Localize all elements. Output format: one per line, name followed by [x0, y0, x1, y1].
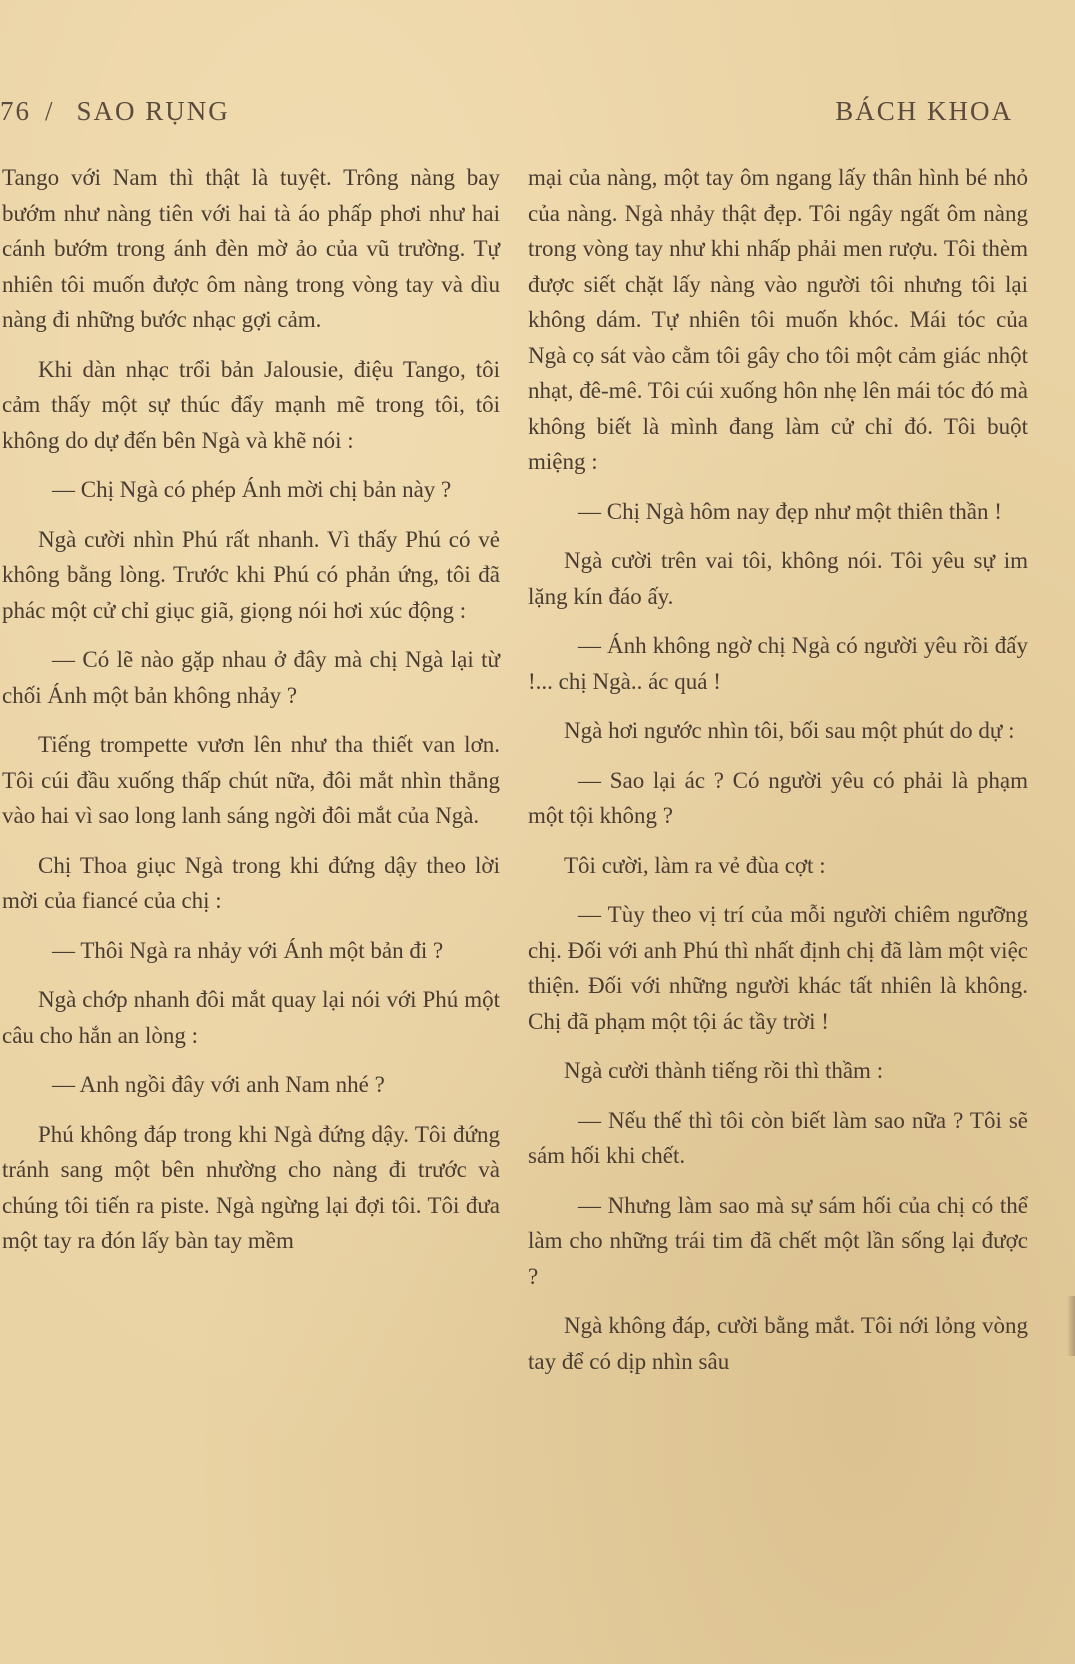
body-paragraph: Ngà cười nhìn Phú rất nhanh. Vì thấy Phú có vẻ không bằng lòng. Trước khi Phú có phản ứng, tôi đã phác một cử chỉ giục giã, giọng nói hơi xúc động : [2, 526, 500, 623]
body-paragraph: Tôi cười, làm ra vẻ đùa cợt : [564, 852, 826, 878]
body-paragraph: Ngà cười thành tiếng rồi thì thầm : [564, 1058, 884, 1083]
dialogue-paragraph: — Sao lại ác ? Có người yêu có phải là phạm một tội không ? [528, 767, 1028, 828]
dialogue-paragraph: — Chị Ngà hôm nay đẹp như một thiên thần ! [578, 498, 1002, 524]
page-header [0, 96, 1075, 136]
dialogue-paragraph: — Ánh không ngờ chị Ngà có người yêu rồi đấy !... chị Ngà.. ác quá ! [528, 633, 1028, 694]
body-paragraph: Chị Thoa giục Ngà trong khi đứng dậy theo lời mời của fiancé của chị : [2, 852, 500, 913]
dialogue-paragraph: — Có lẽ nào gặp nhau ở đây mà chị Ngà lại từ chối Ánh một bản không nhảy ? [2, 647, 500, 708]
body-paragraph: Ngà chớp nhanh đôi mắt quay lại nói với Phú một câu cho hắn an lòng : [2, 987, 500, 1048]
body-paragraph: mại của nàng, một tay ôm ngang lấy thân hình bé nhỏ của nàng. Ngà nhảy thật đẹp. Tôi ngây ngất ôm nàng trong vòng tay như khi nhấp phải men rượu. Tôi thèm được siết chặt lấy nàng vào người tôi nhưng tôi lại không dám. Tự nhiên tôi muốn khóc. Mái tóc của Ngà cọ sát vào cằm tôi gây cho tôi một cảm giác nhột nhạt, đê-mê. Tôi cúi xuống hôn nhẹ lên mái tóc đó mà không biết là mình đang làm cử chỉ đó. Tôi buột miệng : [528, 165, 1028, 474]
section-title: SAO RỤNG [76, 96, 230, 126]
page-number: 76 [0, 96, 31, 126]
dialogue-paragraph: — Nhưng làm sao mà sự sám hối của chị có thể làm cho những trái tim đã chết một lần sống lại được ? [528, 1192, 1028, 1289]
dialogue-paragraph: — Nếu thế thì tôi còn biết làm sao nữa ? Tôi sẽ sám hối khi chết. [528, 1107, 1028, 1168]
page-edge-shadow [1067, 1296, 1075, 1356]
header-separator: / [45, 96, 55, 126]
body-paragraph: Ngà cười trên vai tôi, không nói. Tôi yêu sự im lặng kín đáo ấy. [528, 548, 1028, 609]
dialogue-paragraph: — Chị Ngà có phép Ánh mời chị bản này ? [52, 477, 452, 502]
magazine-title: BÁCH KHOA [835, 96, 1013, 126]
body-paragraph: Phú không đáp trong khi Ngà đứng dậy. Tôi đứng tránh sang một bên nhường cho nàng đi trước và chúng tôi tiến ra piste. Ngà ngừng lại đợi tôi. Tôi đưa một tay ra đón lấy bàn tay mềm [2, 1121, 500, 1253]
header-left [0, 96, 230, 127]
dialogue-paragraph: — Tùy theo vị trí của mỗi người chiêm ngưỡng chị. Đối với anh Phú thì nhất định chị đã làm một việc thiện. Đối với những người khác tất nhiên là không. Chị đã phạm một tội ác tầy trời ! [528, 902, 1028, 1034]
left-text-column [2, 160, 500, 1273]
body-paragraph: Ngà hơi ngước nhìn tôi, bối sau một phút do dự : [564, 718, 1015, 743]
body-paragraph: Tiếng trompette vươn lên như tha thiết van lơn. Tôi cúi đầu xuống thấp chút nữa, đôi mắt nhìn thẳng vào hai vì sao long lanh sáng ngời đôi mắt của Ngà. [2, 732, 500, 828]
dialogue-paragraph: — Thôi Ngà ra nhảy với Ánh một bản đi ? [52, 937, 444, 963]
dialogue-paragraph: — Anh ngồi đây với anh Nam nhé ? [52, 1072, 385, 1097]
body-paragraph: Tango với Nam thì thật là tuyệt. Trông nàng bay bướm như nàng tiên với hai tà áo phấp phơi như hai cánh bướm trong ánh đèn mờ ảo của vũ trường. Tự nhiên tôi muốn được ôm nàng trong vòng tay và dìu nàng đi những bước nhạc gợi cảm. [2, 165, 500, 332]
right-text-column [528, 160, 1028, 1393]
body-paragraph: Ngà không đáp, cười bằng mắt. Tôi nới lỏng vòng tay để có dịp nhìn sâu [528, 1313, 1028, 1374]
body-paragraph: Khi dàn nhạc trổi bản Jalousie, điệu Tango, tôi cảm thấy một sự thúc đẩy mạnh mẽ trong tôi, tôi không do dự đến bên Ngà và khẽ nói : [2, 356, 500, 453]
